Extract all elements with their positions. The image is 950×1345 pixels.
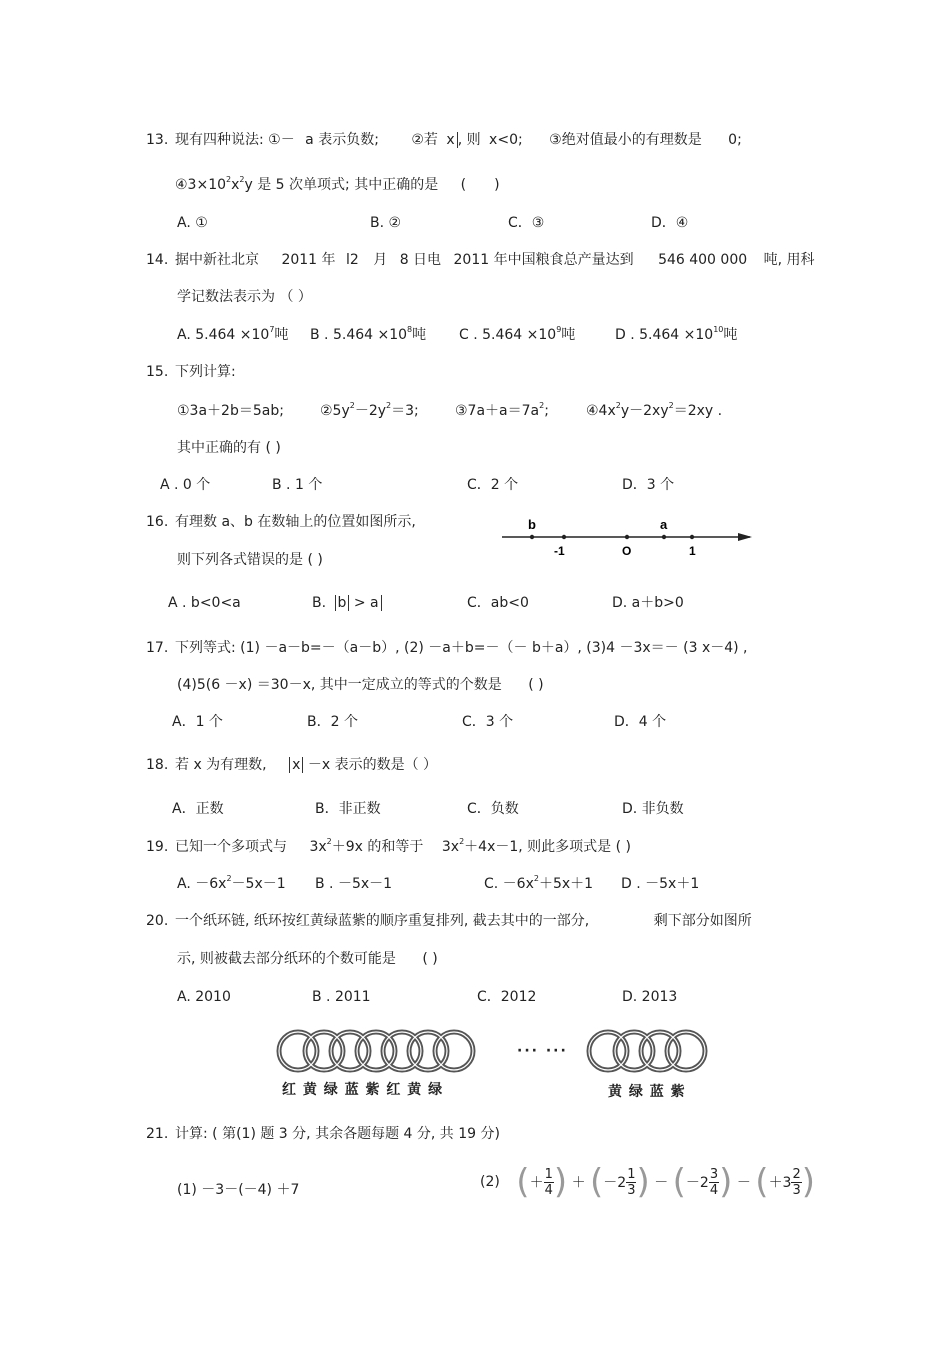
number-line-figure [500, 512, 760, 562]
q14-option-a [177, 326, 288, 344]
q14-option-d [615, 326, 737, 344]
q19-option-d [621, 875, 699, 893]
q19-number: 19. [146, 839, 169, 855]
q19-exp: 2 [459, 837, 465, 846]
q16-line2: 则下列各式错误的是 ( ) [177, 552, 323, 568]
q14-line2: 学记数法表示为 （ ） [177, 289, 312, 305]
q19-text: A. －6x [177, 876, 227, 892]
q13-text: x [231, 177, 240, 193]
q17-option-d: D．4 个 [614, 714, 667, 730]
label-origin: O [622, 544, 632, 558]
q18-option-d: D. 非负数 [622, 801, 684, 817]
q19-option-c [484, 875, 593, 893]
arrow-icon [738, 533, 752, 541]
q20-option-b: B . 2011 [312, 989, 371, 1005]
q19-text: 3x [309, 839, 327, 855]
q19-option-a [177, 875, 286, 893]
q14-opt-exp: 7 [269, 325, 275, 334]
q15-exp: 2 [539, 401, 545, 410]
q13-paren: ) [494, 177, 500, 193]
q15-text: ＝3; [391, 403, 419, 419]
q13-exp: 2 [239, 175, 245, 184]
q16-number: 16. [146, 514, 169, 530]
right-paren-icon: ) [553, 1162, 568, 1202]
left-paren-icon: ( [672, 1162, 686, 1202]
q20-text: 一个纸环链, 纸环按红黄绿蓝紫的顺序重复排列, 截去其中的一部分, [175, 913, 590, 929]
q15-option-c: C．2 个 [467, 477, 519, 493]
q13-option-a: A. ① [177, 215, 208, 231]
q19-exp: 2 [226, 874, 232, 883]
paper-chain-left [274, 1026, 494, 1076]
q19-text: D . －5x＋1 [621, 876, 700, 892]
point-neg1 [562, 535, 566, 539]
numerator: 1 [627, 1166, 636, 1182]
q13-text: x<0; [489, 132, 523, 148]
q14-text: 2011 年 [281, 252, 336, 268]
q19-text: ＋4x－1, 则此多项式是 ( ) [464, 839, 631, 855]
q17-option-a: A．1 个 [172, 714, 223, 730]
term-sign: ＋ [529, 1175, 544, 1191]
q20-option-d: D. 2013 [622, 989, 678, 1005]
q21-part2 [480, 1162, 816, 1202]
q15-text: ＝2xy . [673, 403, 723, 419]
q14-opt-text: B . 5.464 ×10 [310, 327, 408, 343]
q13-paren: ( [460, 177, 467, 193]
q13-number: 13. [146, 132, 169, 148]
q18-option-c: C．负数 [467, 801, 519, 817]
q19-option-b [315, 875, 392, 893]
q14-text: 月 [373, 252, 388, 268]
q19-text: 已知一个多项式与 [175, 839, 287, 855]
q15-text: ③7a＋a＝7a [455, 403, 540, 419]
q18-text: 若 x 为有理数, [175, 757, 267, 773]
denominator: 3 [627, 1182, 636, 1198]
q14-number: 14. [146, 252, 169, 268]
term-sign: －2 [685, 1175, 709, 1191]
left-paren-icon: ( [590, 1162, 604, 1202]
q21-part1: (1) －3－(－4) ＋7 [177, 1182, 300, 1198]
left-paren-icon: ( [516, 1162, 530, 1202]
q13-text: y 是 5 次单项式; 其中正确的是 [244, 177, 439, 193]
operator: － [654, 1175, 669, 1191]
right-paren-icon: ) [636, 1162, 650, 1202]
q16-line1: 有理数 a、b 在数轴上的位置如图所示, [175, 514, 416, 530]
q15-item-3 [455, 402, 549, 420]
q19-text: －5x－1 [231, 876, 286, 892]
q15-option-d: D．3 个 [622, 477, 675, 493]
q15-exp: 2 [386, 401, 392, 410]
chain-right-label: 黄 绿 蓝 紫 [608, 1084, 686, 1100]
q14-opt-text: A. 5.464 ×10 [177, 327, 270, 343]
q13-line1 [175, 131, 742, 149]
label-1: 1 [689, 544, 696, 558]
q13-text: ④3×10 [175, 177, 227, 193]
point-1 [690, 535, 694, 539]
numerator: 3 [709, 1166, 719, 1182]
q14-option-c [459, 326, 575, 344]
q19-text: 3x [441, 839, 460, 855]
fraction [544, 1167, 554, 1198]
q14-text: 8 日电 [399, 252, 442, 268]
fraction [709, 1167, 719, 1198]
operator: ＋ [571, 1175, 586, 1191]
q14-opt-exp: 9 [556, 325, 562, 334]
q18-option-b: B．非正数 [315, 801, 381, 817]
q20-paren: ( ) [422, 951, 438, 967]
q14-opt-text: D . 5.464 ×10 [615, 327, 714, 343]
q18-option-a: A．正数 [172, 801, 224, 817]
q20-text: 剩下部分如图所 [653, 913, 752, 929]
q15-number: 15. [146, 364, 169, 380]
q13-exp: 2 [226, 175, 232, 184]
q13-text: 0; [728, 132, 742, 148]
term-sign: －2 [603, 1175, 627, 1191]
q14-text: 2011 年中国粮食总产量达到 [453, 252, 634, 268]
q15-text: ②5y [320, 403, 350, 419]
q17-option-c: C．3 个 [462, 714, 514, 730]
q17-paren: ( ) [528, 677, 544, 693]
q18-line1 [175, 756, 437, 774]
q20-line1 [175, 912, 752, 930]
q18-number: 18. [146, 757, 169, 773]
operator: － [736, 1175, 751, 1191]
q17-option-b: B．2 个 [307, 714, 358, 730]
q14-opt-text: 吨 [561, 327, 576, 343]
q17-line2 [177, 676, 544, 694]
q15-option-b: B . 1 个 [272, 477, 323, 493]
q19-text: ＋9x 的和等于 [331, 839, 424, 855]
q15-text: ①3a＋2b＝5ab; [177, 403, 284, 419]
q14-opt-exp: 10 [713, 325, 724, 334]
fraction [626, 1167, 636, 1198]
q15-exp: 2 [668, 401, 674, 410]
q16-option-c: C．ab<0 [467, 595, 529, 611]
label-b: b [528, 517, 536, 532]
q14-opt-text: 吨 [274, 327, 289, 343]
q15-exp: 2 [349, 401, 355, 410]
q15-text: y－2xy [620, 403, 669, 419]
q14-opt-text: C . 5.464 ×10 [459, 327, 557, 343]
q16-option-b [312, 594, 382, 612]
label-a: a [660, 517, 668, 532]
q16-opt-letter: B. [312, 595, 327, 611]
q13-option-c: C．③ [508, 215, 545, 231]
q14-line1 [175, 251, 815, 269]
denominator: 4 [709, 1182, 719, 1198]
q15-option-a: A . 0 个 [160, 477, 211, 493]
q14-option-b [310, 326, 426, 344]
q20-line2 [177, 950, 438, 968]
q17-line1: 下列等式: (1) －a－b=－（a－b）, (2) －a＋b=－（－ b＋a）, (3)4 －3x＝－ (3 x－4) , [175, 640, 748, 656]
right-paren-icon: ) [719, 1162, 733, 1202]
label-neg1: -1 [554, 544, 565, 558]
q15-line3: 其中正确的有 ( ) [177, 440, 281, 456]
q18-text: －x 表示的数是（ ） [307, 757, 438, 773]
q16-option-a: A . b<0<a [168, 595, 241, 611]
q19-exp: 2 [326, 837, 332, 846]
q13-option-d: D．④ [651, 215, 689, 231]
chain-ellipsis: ··· ··· [517, 1043, 568, 1059]
q21-line1: 计算: ( 第(1) 题 3 分, 其余各题每题 4 分, 共 19 分) [175, 1126, 500, 1142]
q20-option-a: A. 2010 [177, 989, 231, 1005]
q21-part2-label: (2) [480, 1174, 500, 1190]
q15-text: －2y [354, 403, 387, 419]
q14-opt-exp: 8 [407, 325, 413, 334]
q21-number: 21. [146, 1126, 169, 1142]
q17-number: 17. [146, 640, 169, 656]
numerator: 2 [792, 1166, 801, 1182]
q13-option-b: B. ② [370, 215, 402, 231]
q15-item-2 [320, 402, 419, 420]
q15-item-1 [177, 402, 284, 420]
q19-text: B . －5x－1 [315, 876, 393, 892]
q16-abs-b: b [335, 595, 350, 611]
q13-line2 [175, 176, 500, 194]
q13-abs-x: x [446, 132, 457, 148]
point-a [662, 535, 666, 539]
q14-text: 据中新社北京 [175, 252, 259, 268]
q13-text: , 则 [457, 132, 481, 148]
denominator: 3 [792, 1182, 801, 1198]
term-sign: ＋3 [768, 1175, 792, 1191]
q15-item-4 [586, 402, 722, 420]
q20-text: 示, 则被截去部分纸环的个数可能是 [177, 951, 396, 967]
point-origin [625, 535, 629, 539]
right-paren-icon: ) [801, 1162, 816, 1202]
q14-text: l2 [346, 252, 359, 268]
q13-text: a 表示负数; [305, 132, 379, 148]
q14-text: 吨, 用科 [763, 252, 815, 268]
q13-text: 现有四种说法: ①－ [175, 132, 295, 148]
q19-exp: 2 [533, 874, 539, 883]
q14-text: 546 400 000 [658, 252, 748, 268]
q20-number: 20. [146, 913, 169, 929]
q13-text: ②若 [411, 132, 438, 148]
left-paren-icon: ( [755, 1162, 769, 1202]
denominator: 4 [544, 1182, 553, 1198]
q18-abs-x: x [289, 757, 303, 773]
numerator: 1 [544, 1166, 553, 1182]
point-b [530, 535, 534, 539]
q15-text: ; [544, 403, 549, 419]
q17-text: (4)5(6 －x) ＝30－x, 其中一定成立的等式的个数是 [177, 677, 502, 693]
q20-option-c: C．2012 [477, 989, 537, 1005]
q15-exp: 2 [615, 401, 621, 410]
q16-abs-a: > a [354, 595, 382, 611]
q14-opt-text: 吨 [723, 327, 738, 343]
q16-option-d: D. a＋b>0 [612, 595, 684, 611]
fraction [791, 1167, 801, 1198]
q19-text: ＋5x＋1 [538, 876, 594, 892]
q14-opt-text: 吨 [412, 327, 427, 343]
q19-line1 [175, 838, 631, 856]
q19-text: C. －6x [484, 876, 534, 892]
q15-text: ④4x [586, 403, 616, 419]
q15-line1: 下列计算: [175, 364, 236, 380]
chain-left-label: 红 黄 绿 蓝 紫 红 黄 绿 [282, 1082, 444, 1098]
q13-text: ③绝对值最小的有理数是 [549, 132, 702, 148]
paper-chain-right [584, 1026, 714, 1076]
